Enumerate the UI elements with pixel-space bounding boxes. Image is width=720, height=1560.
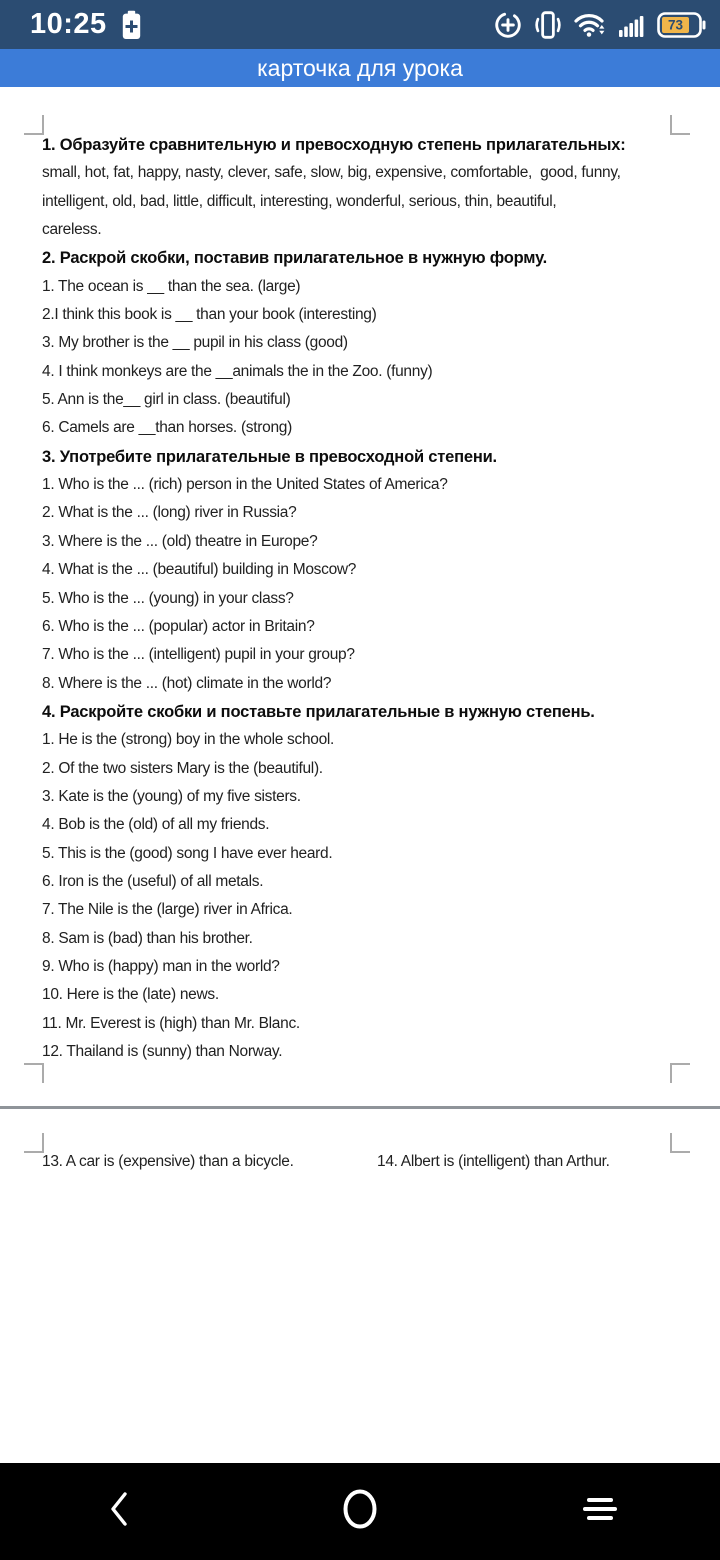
doc-line: 6. Who is the ... (popular) actor in Britain? bbox=[42, 617, 315, 635]
doc-line: 4. Bob is the (old) of all my friends. bbox=[42, 816, 270, 834]
doc-line: 1. Образуйте сравнительную и превосходную степень прилагательных: bbox=[42, 136, 626, 154]
menu-icon bbox=[580, 1493, 620, 1530]
page1-text bbox=[42, 131, 690, 1066]
wifi-icon bbox=[573, 11, 607, 39]
status-time: 10:25 bbox=[30, 8, 107, 40]
back-icon bbox=[104, 1488, 136, 1535]
doc-line: 7. The Nile is the (large) river in Africa. bbox=[42, 901, 293, 919]
doc-line: 1. Who is the ... (rich) person in the United States of America? bbox=[42, 476, 448, 494]
doc-line: 10. Here is the (late) news. bbox=[42, 986, 219, 1004]
app-header bbox=[0, 49, 720, 87]
page1-bottom-left-mark bbox=[24, 1063, 44, 1083]
doc-line: 11. Mr. Everest is (high) than Mr. Blanc. bbox=[42, 1014, 300, 1032]
doc-line: 2. Of the two sisters Mary is the (beautiful). bbox=[42, 759, 323, 777]
doc-line: 13. A car is (expensive) than a bicycle. bbox=[42, 1153, 294, 1170]
doc-line: intelligent, old, bad, little, difficult, interesting, wonderful, serious, thin, beautiful, bbox=[42, 192, 557, 210]
doc-line: 4. I think monkeys are the __animals the in the Zoo. (funny) bbox=[42, 362, 433, 380]
doc-line: 5. Who is the ... (young) in your class? bbox=[42, 589, 294, 607]
doc-line: 6. Camels are __than horses. (strong) bbox=[42, 419, 292, 437]
document-view[interactable] bbox=[0, 87, 720, 1463]
android-nav-bar bbox=[0, 1463, 720, 1560]
menu-button[interactable] bbox=[540, 1477, 660, 1547]
signal-icon bbox=[618, 11, 646, 39]
doc-line: 3. Where is the ... (old) theatre in Europe? bbox=[42, 532, 318, 550]
page-break-divider bbox=[0, 1106, 720, 1109]
battery-percent: 73 bbox=[667, 17, 684, 32]
home-icon bbox=[340, 1486, 380, 1537]
doc-line: 1. The ocean is __ than the sea. (large) bbox=[42, 277, 301, 295]
doc-line: 2.I think this book is __ than your book (interesting) bbox=[42, 306, 377, 324]
doc-line: 2. Раскрой скобки, поставив прилагательное в нужную форму. bbox=[42, 249, 547, 268]
doc-line: 3. Kate is the (young) of my five sisters. bbox=[42, 787, 301, 805]
doc-line: 7. Who is the ... (intelligent) pupil in your group? bbox=[42, 646, 355, 664]
page2-top-left-mark bbox=[24, 1133, 44, 1153]
doc-line: 12. Thailand is (sunny) than Norway. bbox=[42, 1043, 283, 1060]
page2-top-right-mark bbox=[670, 1133, 690, 1153]
home-button[interactable] bbox=[300, 1477, 420, 1547]
doc-line: 3. Употребите прилагательные в превосходной степени. bbox=[42, 447, 497, 466]
doc-line: 4. What is the ... (beautiful) building in Moscow? bbox=[42, 561, 357, 579]
vibrate-icon bbox=[534, 10, 562, 40]
doc-line: 4. Раскройте скобки и поставьте прилагательные в нужную степень. bbox=[42, 702, 595, 721]
doc-line: 9. Who is (happy) man in the world? bbox=[42, 957, 280, 975]
doc-line: 2. What is the ... (long) river in Russia? bbox=[42, 504, 297, 522]
battery-icon bbox=[657, 11, 706, 39]
status-bar bbox=[0, 0, 720, 49]
status-icons bbox=[493, 10, 706, 40]
doc-line: 3. My brother is the __ pupil in his class (good) bbox=[42, 334, 348, 352]
back-button[interactable] bbox=[60, 1477, 180, 1547]
doc-line: 8. Sam is (bad) than his brother. bbox=[42, 929, 253, 947]
doc-line: 1. He is the (strong) boy in the whole school. bbox=[42, 731, 335, 749]
data-saver-icon bbox=[493, 10, 523, 40]
document-title: карточка для урока bbox=[257, 54, 463, 81]
doc-line: 5. This is the (good) song I have ever heard. bbox=[42, 844, 333, 862]
page1-top-left-mark bbox=[24, 115, 44, 135]
doc-line: 14. Albert is (intelligent) than Arthur. bbox=[377, 1153, 610, 1170]
doc-line: 8. Where is the ... (hot) climate in the world? bbox=[42, 674, 332, 692]
doc-line: 5. Ann is the__ girl in class. (beautiful) bbox=[42, 391, 291, 409]
battery-saver-icon bbox=[121, 10, 142, 40]
doc-line: small, hot, fat, happy, nasty, clever, safe, slow, big, expensive, comfortable, good, funny, bbox=[42, 164, 621, 182]
doc-line: 6. Iron is the (useful) of all metals. bbox=[42, 872, 264, 890]
doc-line: careless. bbox=[42, 221, 102, 239]
